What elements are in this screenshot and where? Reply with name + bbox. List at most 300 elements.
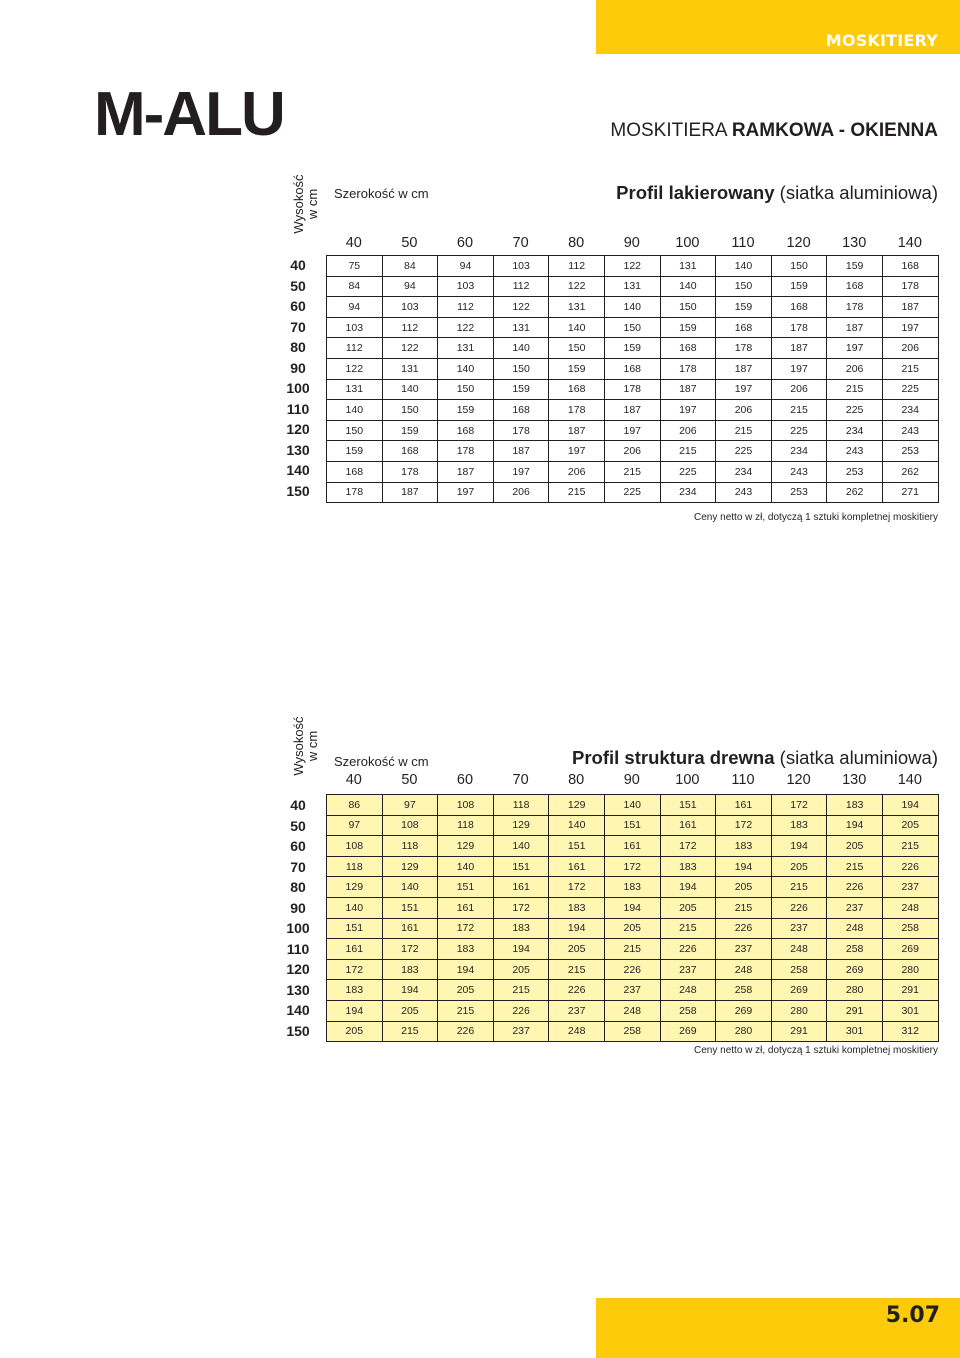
- price-cell: 172: [549, 877, 605, 898]
- price-cell: 172: [327, 959, 383, 980]
- price-cell: 161: [493, 877, 549, 898]
- section-title-regular: (siatka aluminiowa): [774, 747, 938, 768]
- price-cell: 205: [604, 918, 660, 939]
- table-row: [327, 1000, 939, 1021]
- price-cell: 131: [327, 379, 383, 400]
- price-cell: 187: [771, 338, 827, 359]
- price-cell: 206: [604, 441, 660, 462]
- category-label: MOSKITIERY: [825, 31, 938, 50]
- price-cell: 225: [882, 379, 938, 400]
- price-cell: 151: [493, 856, 549, 877]
- price-cell: 97: [382, 795, 438, 816]
- price-cell: 112: [549, 256, 605, 277]
- price-cell: 122: [493, 297, 549, 318]
- price-cell: 161: [604, 836, 660, 857]
- table-row: [327, 795, 939, 816]
- price-cell: 301: [827, 1021, 883, 1042]
- price-cell: 151: [604, 815, 660, 836]
- price-cell: 280: [771, 1000, 827, 1021]
- price-cell: 205: [882, 815, 938, 836]
- product-title-bold: RAMKOWA - OKIENNA: [731, 120, 938, 141]
- price-cell: 187: [604, 400, 660, 421]
- price-cell: 103: [438, 276, 494, 297]
- price-cell: 258: [882, 918, 938, 939]
- price-cell: 205: [438, 980, 494, 1001]
- price-cell: 215: [382, 1021, 438, 1042]
- price-cell: 112: [438, 297, 494, 318]
- row-header: 110: [286, 400, 310, 417]
- price-cell: 237: [604, 980, 660, 1001]
- price-cell: 280: [827, 980, 883, 1001]
- row-header: 90: [290, 359, 306, 376]
- price-cell: 215: [493, 980, 549, 1001]
- price-cell: 301: [882, 1000, 938, 1021]
- price-cell: 168: [327, 461, 383, 482]
- row-header: 130: [286, 981, 310, 998]
- price-cell: 140: [438, 358, 494, 379]
- price-cell: 206: [716, 400, 772, 421]
- price-cell: 194: [493, 939, 549, 960]
- price-cell: 215: [549, 959, 605, 980]
- price-cell: 248: [771, 939, 827, 960]
- price-cell: 197: [438, 482, 494, 503]
- price-cell: 262: [882, 461, 938, 482]
- price-cell: 131: [493, 317, 549, 338]
- price-cell: 131: [549, 297, 605, 318]
- price-cell: 225: [827, 400, 883, 421]
- row-header: 50: [290, 817, 306, 834]
- top-banner: [596, 0, 960, 54]
- price-cell: 118: [438, 815, 494, 836]
- price-cell: 197: [716, 379, 772, 400]
- table-row: [327, 959, 939, 980]
- row-header: 40: [290, 797, 306, 813]
- table-row: [327, 441, 939, 462]
- price-cell: 269: [882, 939, 938, 960]
- price-cell: 161: [327, 939, 383, 960]
- price-cell: 269: [716, 1000, 772, 1021]
- price-cell: 161: [549, 856, 605, 877]
- row-header: 150: [286, 482, 310, 499]
- price-cell: 237: [660, 959, 716, 980]
- price-cell: 168: [382, 441, 438, 462]
- table-row: [327, 338, 939, 359]
- price-cell: 172: [660, 836, 716, 857]
- price-cell: 150: [493, 358, 549, 379]
- price-cell: 237: [882, 877, 938, 898]
- price-cell: 94: [327, 297, 383, 318]
- price-cell: 226: [827, 877, 883, 898]
- price-cell: 118: [327, 856, 383, 877]
- price-cell: 269: [771, 980, 827, 1001]
- price-cell: 248: [549, 1021, 605, 1042]
- column-header: 100: [675, 235, 700, 251]
- page-number: 5.07: [885, 1303, 940, 1328]
- price-cell: 140: [493, 338, 549, 359]
- table-row: [327, 420, 939, 441]
- price-cell: 150: [549, 338, 605, 359]
- price-cell: 151: [549, 836, 605, 857]
- price-cell: 258: [604, 1021, 660, 1042]
- price-cell: 168: [604, 358, 660, 379]
- price-cell: 206: [827, 358, 883, 379]
- column-header: 80: [568, 772, 585, 788]
- price-cell: 187: [716, 358, 772, 379]
- price-cell: 140: [438, 856, 494, 877]
- price-cell: 262: [827, 482, 883, 503]
- price-cell: 197: [493, 461, 549, 482]
- price-cell: 206: [493, 482, 549, 503]
- price-cell: 161: [716, 795, 772, 816]
- table-row: [327, 256, 939, 277]
- price-cell: 248: [716, 959, 772, 980]
- price-cell: 226: [549, 980, 605, 1001]
- price-cell: 234: [882, 400, 938, 421]
- price-cell: 159: [827, 256, 883, 277]
- price-cell: 97: [327, 815, 383, 836]
- row-header: 120: [286, 961, 310, 977]
- height-axis-label: [282, 172, 330, 236]
- price-cell: 122: [327, 358, 383, 379]
- price-cell: 108: [382, 815, 438, 836]
- price-cell: 280: [716, 1021, 772, 1042]
- price-cell: 129: [549, 795, 605, 816]
- price-cell: 168: [827, 276, 883, 297]
- table-row: [327, 918, 939, 939]
- price-cell: 237: [771, 918, 827, 939]
- price-cell: 226: [438, 1021, 494, 1042]
- row-header: 40: [290, 257, 306, 273]
- price-cell: 215: [604, 461, 660, 482]
- price-cell: 151: [382, 897, 438, 918]
- price-cell: 159: [604, 338, 660, 359]
- price-cell: 215: [716, 420, 772, 441]
- table-row: [327, 897, 939, 918]
- price-cell: 258: [771, 959, 827, 980]
- price-cell: 187: [882, 297, 938, 318]
- row-header: 130: [286, 441, 310, 458]
- product-title-regular: MOSKITIERA: [610, 120, 732, 141]
- price-cell: 140: [382, 379, 438, 400]
- price-cell: 122: [438, 317, 494, 338]
- brand-title: M-ALU: [94, 80, 284, 149]
- column-header: 70: [512, 235, 529, 251]
- price-cell: 159: [771, 276, 827, 297]
- price-cell: 234: [716, 461, 772, 482]
- column-header: 60: [456, 235, 474, 251]
- section-title-regular: (siatka aluminiowa): [774, 182, 938, 203]
- price-cell: 187: [493, 441, 549, 462]
- price-cell: 206: [882, 338, 938, 359]
- price-cell: 150: [660, 297, 716, 318]
- table-row: [327, 815, 939, 836]
- price-cell: 112: [493, 276, 549, 297]
- price-cell: 215: [882, 836, 938, 857]
- price-cell: 243: [771, 461, 827, 482]
- price-cell: 159: [438, 400, 494, 421]
- table-row: [327, 297, 939, 318]
- width-axis-label: Szerokość w cm: [334, 754, 429, 769]
- row-header: 90: [290, 899, 306, 916]
- price-cell: 159: [549, 358, 605, 379]
- price-cell: 187: [438, 461, 494, 482]
- price-cell: 159: [327, 441, 383, 462]
- price-cell: 226: [604, 959, 660, 980]
- column-header: 40: [345, 772, 362, 788]
- price-cell: 269: [660, 1021, 716, 1042]
- price-cell: 225: [604, 482, 660, 503]
- row-header: 70: [290, 858, 306, 875]
- price-table: [326, 255, 939, 503]
- height-label-line2: w cm: [305, 730, 320, 762]
- price-cell: 172: [604, 856, 660, 877]
- price-cell: 140: [327, 400, 383, 421]
- price-cell: 140: [660, 276, 716, 297]
- price-cell: 86: [327, 795, 383, 816]
- price-cell: 205: [771, 856, 827, 877]
- price-cell: 205: [827, 836, 883, 857]
- price-cell: 168: [438, 420, 494, 441]
- price-cell: 225: [716, 441, 772, 462]
- row-header: 110: [286, 940, 310, 957]
- price-cell: 129: [493, 815, 549, 836]
- price-cell: 159: [716, 297, 772, 318]
- price-cell: 205: [549, 939, 605, 960]
- price-cell: 205: [327, 1021, 383, 1042]
- price-cell: 84: [327, 276, 383, 297]
- price-cell: 187: [549, 420, 605, 441]
- column-header: 90: [623, 772, 640, 788]
- table-row: [327, 1021, 939, 1042]
- price-cell: 205: [382, 1000, 438, 1021]
- table-row: [327, 836, 939, 857]
- price-cell: 197: [771, 358, 827, 379]
- price-cell: 94: [438, 256, 494, 277]
- price-cell: 183: [604, 877, 660, 898]
- column-header: 60: [456, 772, 474, 788]
- price-cell: 159: [382, 420, 438, 441]
- price-cell: 178: [327, 482, 383, 503]
- price-cell: 248: [660, 980, 716, 1001]
- price-cell: 183: [771, 815, 827, 836]
- price-cell: 131: [660, 256, 716, 277]
- price-cell: 258: [660, 1000, 716, 1021]
- price-cell: 215: [771, 877, 827, 898]
- price-cell: 194: [882, 795, 938, 816]
- price-cell: 194: [604, 897, 660, 918]
- price-cell: 131: [604, 276, 660, 297]
- width-axis-label: Szerokość w cm: [334, 186, 429, 201]
- price-cell: 178: [382, 461, 438, 482]
- row-header: 120: [286, 421, 310, 437]
- price-cell: 108: [327, 836, 383, 857]
- price-cell: 194: [438, 959, 494, 980]
- column-header: 90: [623, 235, 640, 251]
- price-table: [326, 794, 939, 1042]
- price-cell: 280: [882, 959, 938, 980]
- price-cell: 161: [382, 918, 438, 939]
- price-cell: 215: [882, 358, 938, 379]
- row-header: 60: [290, 298, 306, 314]
- price-cell: 183: [327, 980, 383, 1001]
- column-header: 50: [401, 772, 418, 788]
- price-cell: 140: [327, 897, 383, 918]
- price-cell: 178: [438, 441, 494, 462]
- table-row: [327, 939, 939, 960]
- row-header: 70: [290, 318, 306, 335]
- price-cell: 253: [882, 441, 938, 462]
- price-cell: 226: [716, 918, 772, 939]
- price-cell: 94: [382, 276, 438, 297]
- price-cell: 150: [716, 276, 772, 297]
- row-header: 140: [286, 1002, 310, 1018]
- price-cell: 253: [827, 461, 883, 482]
- price-cell: 150: [438, 379, 494, 400]
- price-cell: 234: [827, 420, 883, 441]
- column-header: 100: [675, 772, 700, 788]
- price-cell: 172: [716, 815, 772, 836]
- price-cell: 178: [716, 338, 772, 359]
- price-cell: 151: [660, 795, 716, 816]
- price-cell: 234: [771, 441, 827, 462]
- price-cell: 150: [382, 400, 438, 421]
- price-note: Ceny netto w zł, dotyczą 1 sztuki kompletnej moskitiery: [694, 1045, 938, 1056]
- price-cell: 237: [827, 897, 883, 918]
- table-row: [327, 379, 939, 400]
- price-cell: 168: [493, 400, 549, 421]
- price-cell: 215: [549, 482, 605, 503]
- table-row: [327, 856, 939, 877]
- price-cell: 129: [438, 836, 494, 857]
- column-header: 140: [897, 235, 922, 251]
- price-cell: 131: [382, 358, 438, 379]
- price-cell: 187: [382, 482, 438, 503]
- price-cell: 205: [716, 877, 772, 898]
- price-cell: 291: [882, 980, 938, 1001]
- price-cell: 131: [438, 338, 494, 359]
- price-cell: 168: [771, 297, 827, 318]
- price-cell: 226: [660, 939, 716, 960]
- price-cell: 225: [660, 461, 716, 482]
- table-row: [327, 482, 939, 503]
- price-cell: 140: [604, 795, 660, 816]
- column-header: 120: [786, 772, 811, 788]
- price-cell: 178: [827, 297, 883, 318]
- price-cell: 150: [327, 420, 383, 441]
- price-cell: 271: [882, 482, 938, 503]
- price-cell: 215: [771, 400, 827, 421]
- height-label-line2: w cm: [305, 188, 320, 220]
- column-header: 140: [897, 772, 922, 788]
- price-cell: 103: [493, 256, 549, 277]
- price-cell: 112: [327, 338, 383, 359]
- price-cell: 140: [382, 877, 438, 898]
- table-row: [327, 877, 939, 898]
- price-cell: 194: [771, 836, 827, 857]
- price-cell: 168: [660, 338, 716, 359]
- price-cell: 178: [882, 276, 938, 297]
- table-row: [327, 461, 939, 482]
- height-label-line1: Wysokość: [291, 174, 306, 234]
- section-title: [572, 747, 938, 769]
- price-cell: 178: [493, 420, 549, 441]
- row-header: 50: [290, 277, 306, 294]
- price-cell: 183: [660, 856, 716, 877]
- price-cell: 194: [716, 856, 772, 877]
- price-cell: 206: [549, 461, 605, 482]
- price-cell: 215: [827, 379, 883, 400]
- price-cell: 291: [827, 1000, 883, 1021]
- price-cell: 226: [882, 856, 938, 877]
- price-cell: 183: [438, 939, 494, 960]
- price-cell: 159: [493, 379, 549, 400]
- price-cell: 178: [660, 358, 716, 379]
- price-cell: 291: [771, 1021, 827, 1042]
- price-cell: 253: [771, 482, 827, 503]
- table-row: [327, 358, 939, 379]
- price-cell: 197: [882, 317, 938, 338]
- price-cell: 122: [604, 256, 660, 277]
- row-header: 80: [290, 879, 306, 895]
- price-cell: 103: [327, 317, 383, 338]
- row-header: 60: [290, 838, 306, 854]
- price-cell: 215: [604, 939, 660, 960]
- column-headers: [326, 772, 938, 792]
- price-cell: 248: [882, 897, 938, 918]
- price-cell: 215: [660, 441, 716, 462]
- price-cell: 140: [716, 256, 772, 277]
- price-cell: 183: [549, 897, 605, 918]
- price-cell: 206: [660, 420, 716, 441]
- price-cell: 215: [827, 856, 883, 877]
- price-cell: 161: [438, 897, 494, 918]
- price-cell: 172: [382, 939, 438, 960]
- table-row: [327, 980, 939, 1001]
- section-title-bold: Profil struktura drewna: [572, 747, 775, 768]
- table-row: [327, 317, 939, 338]
- price-cell: 269: [827, 959, 883, 980]
- price-cell: 129: [327, 877, 383, 898]
- price-cell: 225: [771, 420, 827, 441]
- row-header: 80: [290, 339, 306, 355]
- price-cell: 194: [549, 918, 605, 939]
- price-cell: 237: [493, 1021, 549, 1042]
- row-header: 100: [286, 920, 310, 936]
- price-cell: 150: [604, 317, 660, 338]
- price-cell: 168: [716, 317, 772, 338]
- price-cell: 140: [549, 317, 605, 338]
- price-cell: 75: [327, 256, 383, 277]
- price-cell: 248: [604, 1000, 660, 1021]
- price-cell: 243: [716, 482, 772, 503]
- price-cell: 172: [493, 897, 549, 918]
- price-cell: 118: [382, 836, 438, 857]
- price-cell: 140: [604, 297, 660, 318]
- section-title: [616, 182, 938, 204]
- column-header: 120: [786, 235, 811, 251]
- table-row: [327, 400, 939, 421]
- column-header: 40: [345, 235, 362, 251]
- price-cell: 234: [660, 482, 716, 503]
- price-cell: 108: [438, 795, 494, 816]
- price-cell: 243: [882, 420, 938, 441]
- price-cell: 150: [771, 256, 827, 277]
- price-cell: 172: [771, 795, 827, 816]
- price-cell: 168: [549, 379, 605, 400]
- table-row: [327, 276, 939, 297]
- price-cell: 194: [382, 980, 438, 1001]
- price-note: Ceny netto w zł, dotyczą 1 sztuki kompletnej moskitiery: [694, 512, 938, 523]
